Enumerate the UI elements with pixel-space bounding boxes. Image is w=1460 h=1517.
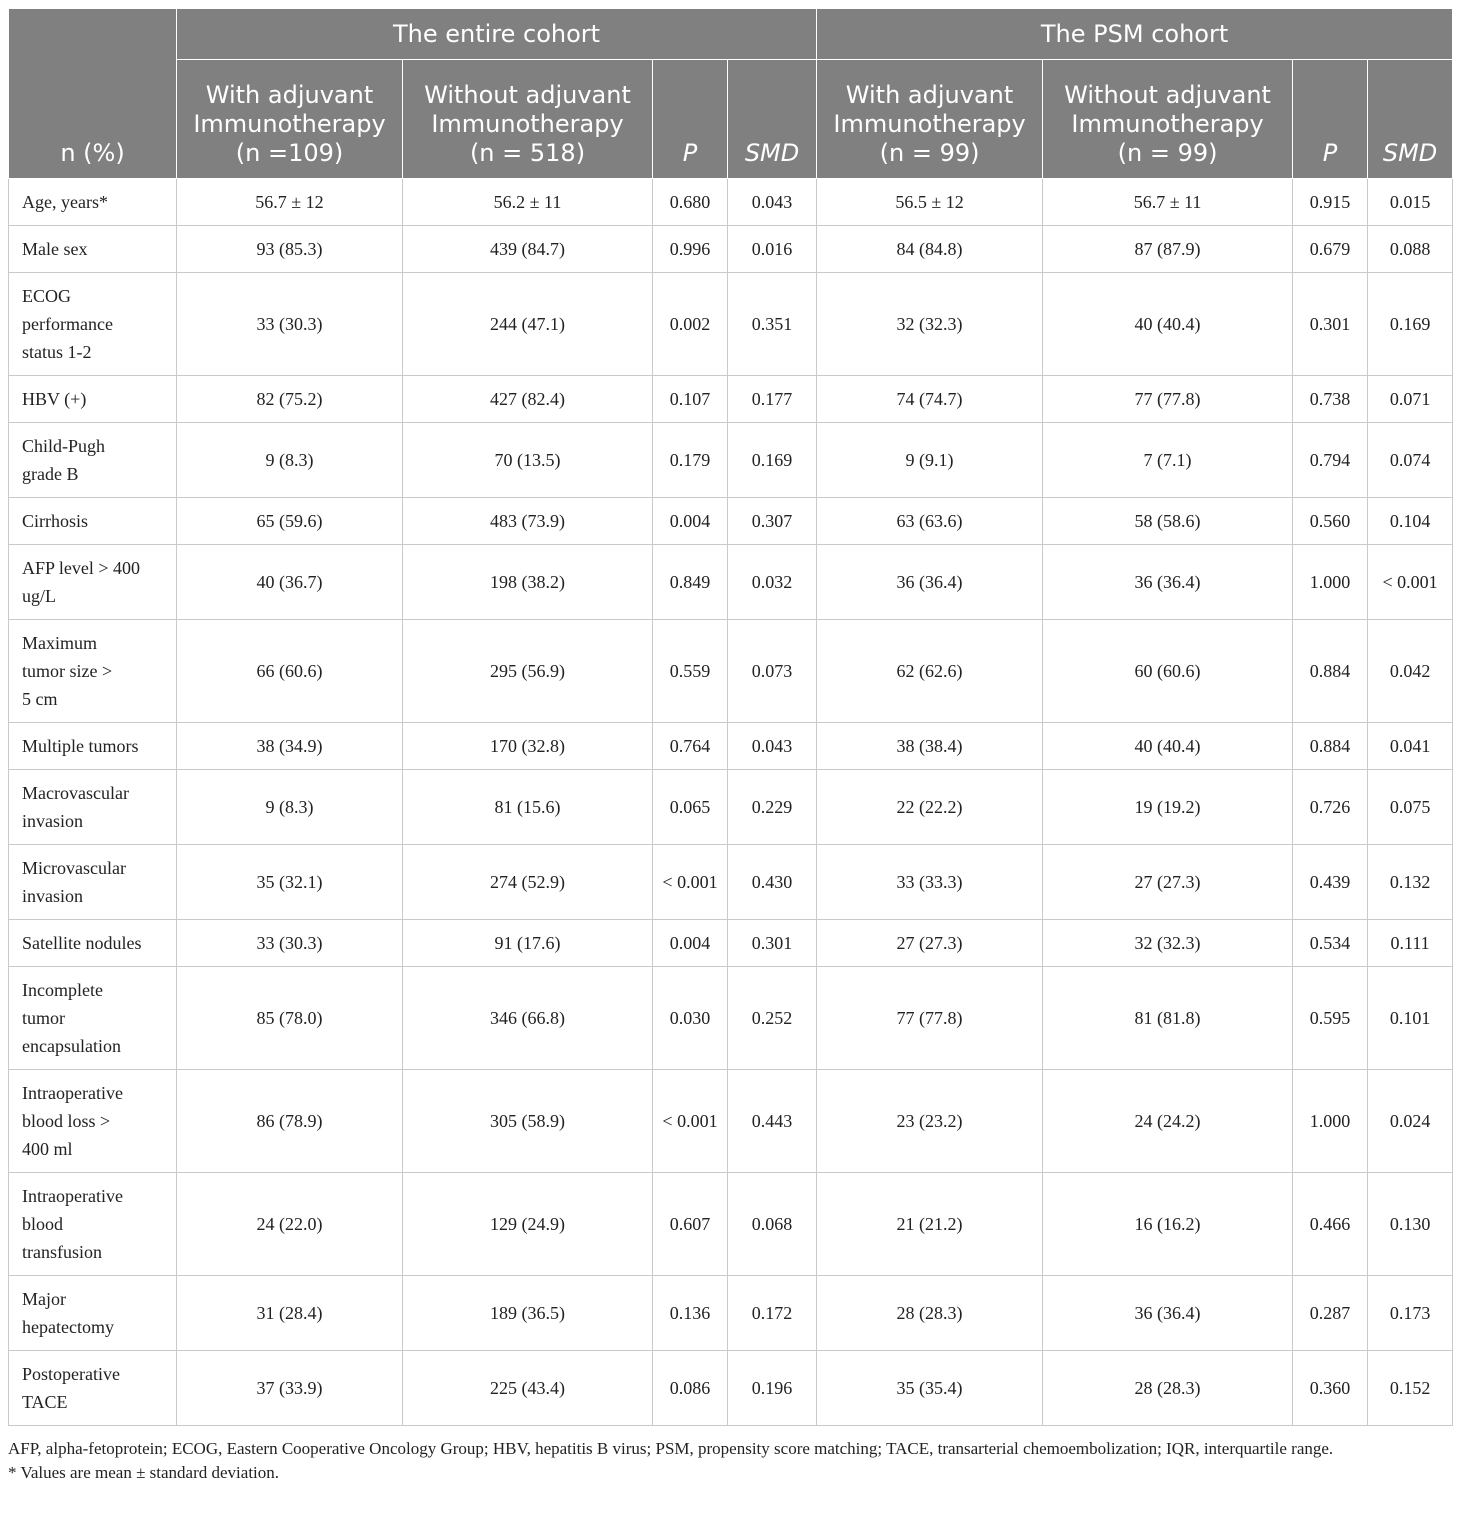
table-cell: 36 (36.4) [1043, 545, 1293, 620]
table-cell: 0.996 [653, 226, 728, 273]
table-cell: 23 (23.2) [817, 1070, 1043, 1173]
table-cell: 40 (36.7) [177, 545, 403, 620]
table-cell: 56.5 ± 12 [817, 179, 1043, 226]
table-cell: 198 (38.2) [403, 545, 653, 620]
table-cell: 0.680 [653, 179, 728, 226]
row-label [9, 545, 177, 620]
row-label [9, 1173, 177, 1276]
table-cell: 35 (35.4) [817, 1351, 1043, 1426]
table-cell: 295 (56.9) [403, 620, 653, 723]
row-label-line: Macrovascular [22, 783, 129, 803]
table-cell: 0.016 [728, 226, 817, 273]
table-cell: 36 (36.4) [817, 545, 1043, 620]
abbreviations-note: AFP, alpha-fetoprotein; ECOG, Eastern Cooperative Oncology Group; HBV, hepatitis B virus; PSM, propensity score matching; TACE, transarterial chemoembolization; IQR, interquartile range. [8, 1439, 1334, 1458]
row-label-line: 400 ml [22, 1139, 73, 1159]
row-label [9, 845, 177, 920]
table-cell: 0.130 [1368, 1173, 1453, 1276]
table-cell: 0.030 [653, 967, 728, 1070]
row-label-line: Satellite nodules [22, 933, 142, 953]
table-cell: 0.430 [728, 845, 817, 920]
table-cell: 31 (28.4) [177, 1276, 403, 1351]
row-label [9, 967, 177, 1070]
table-cell: 0.004 [653, 920, 728, 967]
table-cell: 91 (17.6) [403, 920, 653, 967]
row-label-line: invasion [22, 886, 83, 906]
table-row [9, 845, 1453, 920]
row-label-line: TACE [22, 1392, 68, 1412]
row-label [9, 620, 177, 723]
row-label-line: Cirrhosis [22, 511, 89, 531]
row-label-line: ug/L [22, 586, 56, 606]
table-row [9, 620, 1453, 723]
row-label-line: blood loss > [22, 1111, 111, 1131]
row-label [9, 920, 177, 967]
table-cell: 225 (43.4) [403, 1351, 653, 1426]
table-cell: 33 (30.3) [177, 920, 403, 967]
row-label-line: ECOG [22, 286, 71, 306]
table-cell: 0.301 [728, 920, 817, 967]
col-header-entire-with [177, 60, 403, 179]
row-label-line: Postoperative [22, 1364, 120, 1384]
table-body [9, 179, 1453, 1426]
table-cell: 0.738 [1293, 376, 1368, 423]
row-label [9, 1351, 177, 1426]
row-label-line: Child-Pugh [22, 436, 106, 456]
table-cell: 0.607 [653, 1173, 728, 1276]
table-cell: 33 (33.3) [817, 845, 1043, 920]
row-label-line: invasion [22, 811, 83, 831]
table-cell: 74 (74.7) [817, 376, 1043, 423]
table-footnotes [8, 1437, 1452, 1485]
row-label-line: Major [22, 1289, 66, 1309]
table-cell: 38 (34.9) [177, 723, 403, 770]
table-cell: 129 (24.9) [403, 1173, 653, 1276]
row-label-line: transfusion [22, 1242, 102, 1262]
row-label [9, 179, 177, 226]
table-container [8, 8, 1452, 1426]
table-cell: 93 (85.3) [177, 226, 403, 273]
table-cell: 9 (8.3) [177, 423, 403, 498]
table-cell: 0.849 [653, 545, 728, 620]
table-cell: 77 (77.8) [817, 967, 1043, 1070]
table-cell: 0.073 [728, 620, 817, 723]
row-label-line: 5 cm [22, 689, 58, 709]
table-cell: 274 (52.9) [403, 845, 653, 920]
table-cell: 305 (58.9) [403, 1070, 653, 1173]
table-cell: 0.136 [653, 1276, 728, 1351]
table-cell: 0.915 [1293, 179, 1368, 226]
table-cell: 439 (84.7) [403, 226, 653, 273]
table-cell: 0.884 [1293, 620, 1368, 723]
row-label-line: status 1-2 [22, 342, 92, 362]
table-cell: 38 (38.4) [817, 723, 1043, 770]
table-cell: 0.466 [1293, 1173, 1368, 1276]
table-cell: 0.002 [653, 273, 728, 376]
table-cell: 19 (19.2) [1043, 770, 1293, 845]
row-label [9, 770, 177, 845]
table-cell: 32 (32.3) [817, 273, 1043, 376]
table-cell: 24 (22.0) [177, 1173, 403, 1276]
table-cell: 0.351 [728, 273, 817, 376]
table-row [9, 770, 1453, 845]
table-row [9, 226, 1453, 273]
table-cell: 0.004 [653, 498, 728, 545]
row-label-line: hepatectomy [22, 1317, 114, 1337]
row-label [9, 376, 177, 423]
table-cell: 32 (32.3) [1043, 920, 1293, 967]
table-cell: 0.679 [1293, 226, 1368, 273]
table-row [9, 723, 1453, 770]
table-cell: 0.794 [1293, 423, 1368, 498]
table-cell: 27 (27.3) [817, 920, 1043, 967]
table-row [9, 967, 1453, 1070]
header-line: Without adjuvant [424, 81, 631, 109]
table-cell: 427 (82.4) [403, 376, 653, 423]
table-cell: 483 (73.9) [403, 498, 653, 545]
table-cell: 0.068 [728, 1173, 817, 1276]
header-line: With adjuvant [845, 81, 1014, 109]
table-cell: 58 (58.6) [1043, 498, 1293, 545]
table-cell: 0.560 [1293, 498, 1368, 545]
table-cell: 0.534 [1293, 920, 1368, 967]
table-cell: 0.252 [728, 967, 817, 1070]
row-label-line: encapsulation [22, 1036, 121, 1056]
table-cell: 36 (36.4) [1043, 1276, 1293, 1351]
table-cell: 87 (87.9) [1043, 226, 1293, 273]
col-header-entire-p: P [653, 60, 728, 179]
table-cell: 244 (47.1) [403, 273, 653, 376]
table-cell: 9 (8.3) [177, 770, 403, 845]
table-cell: < 0.001 [653, 845, 728, 920]
table-cell: 0.884 [1293, 723, 1368, 770]
table-cell: 56.7 ± 11 [1043, 179, 1293, 226]
row-label [9, 226, 177, 273]
table-cell: 0.043 [728, 723, 817, 770]
table-row [9, 376, 1453, 423]
row-label-line: AFP level > 400 [22, 558, 140, 578]
row-label [9, 423, 177, 498]
header-line: Without adjuvant [1064, 81, 1271, 109]
header-line: (n = 99) [879, 139, 980, 167]
table-cell: 63 (63.6) [817, 498, 1043, 545]
table-cell: 7 (7.1) [1043, 423, 1293, 498]
table-header [9, 9, 1453, 179]
table-cell: 0.075 [1368, 770, 1453, 845]
table-cell: 28 (28.3) [1043, 1351, 1293, 1426]
header-line: (n = 518) [469, 139, 586, 167]
table-cell: 1.000 [1293, 1070, 1368, 1173]
table-cell: 0.101 [1368, 967, 1453, 1070]
table-cell: 0.595 [1293, 967, 1368, 1070]
table-cell: 0.439 [1293, 845, 1368, 920]
table-cell: 35 (32.1) [177, 845, 403, 920]
header-line: With adjuvant [205, 81, 374, 109]
table-cell: 0.024 [1368, 1070, 1453, 1173]
cohort-characteristics-table [8, 8, 1453, 1426]
header-line: Immunotherapy [431, 110, 624, 138]
col-header-psm-without [1043, 60, 1293, 179]
table-cell: 0.111 [1368, 920, 1453, 967]
table-cell: 66 (60.6) [177, 620, 403, 723]
col-header-psm-with [817, 60, 1043, 179]
table-cell: 0.088 [1368, 226, 1453, 273]
table-cell: 33 (30.3) [177, 273, 403, 376]
table-cell: 0.152 [1368, 1351, 1453, 1426]
table-cell: 22 (22.2) [817, 770, 1043, 845]
table-cell: 0.071 [1368, 376, 1453, 423]
row-label-line: grade B [22, 464, 79, 484]
row-label-line: tumor size > [22, 661, 113, 681]
table-cell: 37 (33.9) [177, 1351, 403, 1426]
row-label [9, 498, 177, 545]
table-cell: 0.726 [1293, 770, 1368, 845]
table-cell: 81 (81.8) [1043, 967, 1293, 1070]
table-cell: 170 (32.8) [403, 723, 653, 770]
table-row [9, 1173, 1453, 1276]
row-label-line: performance [22, 314, 113, 334]
row-label-line: Intraoperative [22, 1186, 123, 1206]
col-header-entire-smd: SMD [728, 60, 817, 179]
table-cell: 0.360 [1293, 1351, 1368, 1426]
table-cell: 0.173 [1368, 1276, 1453, 1351]
table-cell: 0.177 [728, 376, 817, 423]
table-cell: 0.172 [728, 1276, 817, 1351]
table-cell: 0.307 [728, 498, 817, 545]
table-cell: 16 (16.2) [1043, 1173, 1293, 1276]
col-header-psm-smd: SMD [1368, 60, 1453, 179]
corner-label: n (%) [9, 9, 177, 179]
table-cell: < 0.001 [653, 1070, 728, 1173]
table-cell: 70 (13.5) [403, 423, 653, 498]
table-cell: 56.2 ± 11 [403, 179, 653, 226]
table-cell: 189 (36.5) [403, 1276, 653, 1351]
table-cell: 1.000 [1293, 545, 1368, 620]
table-cell: 60 (60.6) [1043, 620, 1293, 723]
table-cell: 40 (40.4) [1043, 273, 1293, 376]
table-cell: 0.074 [1368, 423, 1453, 498]
table-cell: 0.229 [728, 770, 817, 845]
header-line: Immunotherapy [193, 110, 386, 138]
table-cell: 82 (75.2) [177, 376, 403, 423]
table-cell: 81 (15.6) [403, 770, 653, 845]
table-cell: 0.065 [653, 770, 728, 845]
table-cell: 24 (24.2) [1043, 1070, 1293, 1173]
table-cell: 0.443 [728, 1070, 817, 1173]
table-cell: 28 (28.3) [817, 1276, 1043, 1351]
table-cell: 346 (66.8) [403, 967, 653, 1070]
row-label [9, 1070, 177, 1173]
table-cell: 0.764 [653, 723, 728, 770]
row-label-line: Microvascular [22, 858, 126, 878]
table-cell: 9 (9.1) [817, 423, 1043, 498]
table-cell: 0.132 [1368, 845, 1453, 920]
row-label-line: HBV (+) [22, 389, 87, 409]
group-header-psm-cohort: The PSM cohort [817, 9, 1453, 60]
table-cell: 0.015 [1368, 179, 1453, 226]
table-row [9, 1351, 1453, 1426]
row-label-line: Multiple tumors [22, 736, 139, 756]
table-cell: 0.169 [728, 423, 817, 498]
group-header-entire-cohort: The entire cohort [177, 9, 817, 60]
table-cell: 0.041 [1368, 723, 1453, 770]
table-row [9, 920, 1453, 967]
row-label-line: Incomplete [22, 980, 103, 1000]
table-cell: 56.7 ± 12 [177, 179, 403, 226]
table-cell: 0.086 [653, 1351, 728, 1426]
col-header-entire-without [403, 60, 653, 179]
table-cell: 0.042 [1368, 620, 1453, 723]
table-row [9, 179, 1453, 226]
table-cell: 0.301 [1293, 273, 1368, 376]
table-cell: 0.032 [728, 545, 817, 620]
table-cell: 0.196 [728, 1351, 817, 1426]
table-cell: 84 (84.8) [817, 226, 1043, 273]
col-header-psm-p: P [1293, 60, 1368, 179]
table-cell: 85 (78.0) [177, 967, 403, 1070]
row-label-line: Male sex [22, 239, 88, 259]
header-line: (n =109) [235, 139, 344, 167]
table-cell: 40 (40.4) [1043, 723, 1293, 770]
table-cell: 0.104 [1368, 498, 1453, 545]
table-cell: 77 (77.8) [1043, 376, 1293, 423]
table-cell: 0.287 [1293, 1276, 1368, 1351]
row-label-line: Intraoperative [22, 1083, 123, 1103]
row-label-line: Age, years* [22, 192, 108, 212]
table-cell: < 0.001 [1368, 545, 1453, 620]
table-row [9, 1276, 1453, 1351]
row-label [9, 1276, 177, 1351]
table-cell: 86 (78.9) [177, 1070, 403, 1173]
row-label-line: blood [22, 1214, 64, 1234]
table-cell: 0.107 [653, 376, 728, 423]
header-line: Immunotherapy [833, 110, 1026, 138]
row-label-line: Maximum [22, 633, 97, 653]
table-row [9, 423, 1453, 498]
mean-sd-note: * Values are mean ± standard deviation. [8, 1463, 280, 1482]
table-cell: 0.179 [653, 423, 728, 498]
table-cell: 62 (62.6) [817, 620, 1043, 723]
table-cell: 27 (27.3) [1043, 845, 1293, 920]
table-cell: 21 (21.2) [817, 1173, 1043, 1276]
header-line: (n = 99) [1117, 139, 1218, 167]
row-label-line: tumor [22, 1008, 65, 1028]
table-row [9, 498, 1453, 545]
header-line: Immunotherapy [1071, 110, 1264, 138]
row-label [9, 723, 177, 770]
table-cell: 0.043 [728, 179, 817, 226]
table-row [9, 545, 1453, 620]
table-cell: 0.169 [1368, 273, 1453, 376]
table-row [9, 273, 1453, 376]
table-cell: 65 (59.6) [177, 498, 403, 545]
row-label [9, 273, 177, 376]
table-row [9, 1070, 1453, 1173]
table-cell: 0.559 [653, 620, 728, 723]
